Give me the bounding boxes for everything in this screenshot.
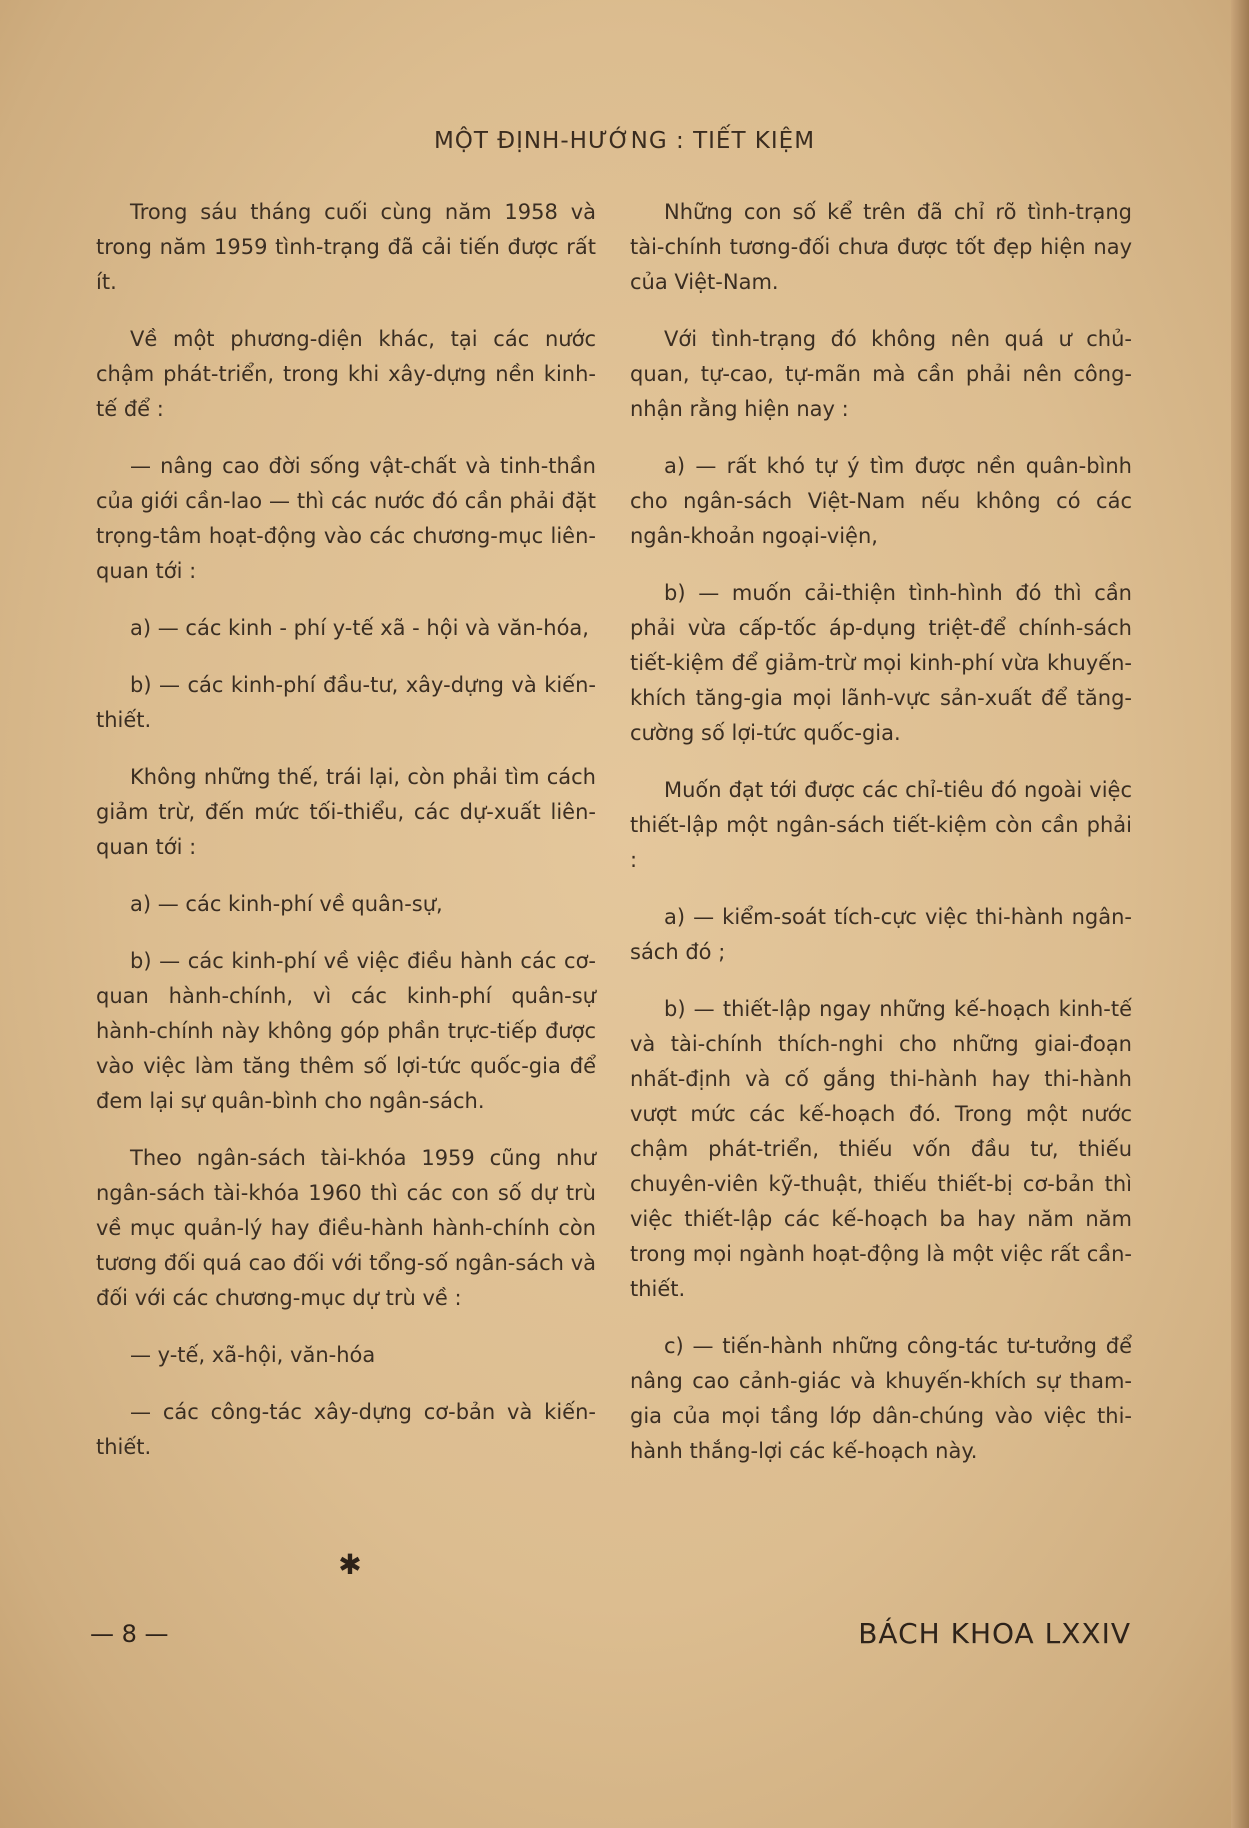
page-edge [1231, 0, 1249, 1828]
paragraph: a) — các kinh-phí về quân-sự, [130, 892, 443, 916]
paragraph: — các công-tác xây-dựng cơ-bản và kiến-thiết. [96, 1400, 596, 1459]
paragraph: b) — muốn cải-thiện tình-hình đó thì cần phải vừa cấp-tốc áp-dụng triệt-để chính-sách tiết-kiệm để giảm-trừ mọi kinh-phí vừa khuyến-khích tăng-gia mọi lãnh-vực sản-xuất để tăng-cường số lợi-tức quốc-gia. [630, 581, 1132, 745]
paragraph: b) — các kinh-phí về việc điều hành các cơ-quan hành-chính, vì các kinh-phí quân-sự hành-chính này không góp phần trực-tiếp được vào việc làm tăng thêm số lợi-tức quốc-gia để đem lại sự quân-bình cho ngân-sách. [96, 949, 596, 1113]
paragraph: Theo ngân-sách tài-khóa 1959 cũng như ngân-sách tài-khóa 1960 thì các con số dự trù về mục quản-lý hay điều-hành hành-chính còn tương đối quá cao đối với tổng-số ngân-sách và đối với các chương-mục dự trù về : [96, 1146, 596, 1310]
paragraph: Về một phương-diện khác, tại các nước chậm phát-triển, trong khi xây-dựng nền kinh-tế để : [96, 327, 596, 421]
paragraph: b) — thiết-lập ngay những kế-hoạch kinh-tế và tài-chính thích-nghi cho những giai-đoạn nhất-định và cố gắng thi-hành hay thi-hành vượt mức các kế-hoạch đó. Trong một nước chậm phát-triển, thiếu vốn đầu tư, thiếu chuyên-viên kỹ-thuật, thiếu thiết-bị cơ-bản thì việc thiết-lập các kế-hoạch ba hay năm năm trong mọi ngành hoạt-động là một việc rất cần-thiết. [630, 997, 1132, 1301]
left-column [96, 195, 596, 1487]
paragraph: Không những thế, trái lại, còn phải tìm cách giảm trừ, đến mức tối-thiểu, các dự-xuất liên-quan tới : [96, 765, 596, 859]
paragraph: — y-tế, xã-hội, văn-hóa [130, 1343, 376, 1367]
paragraph: a) — các kinh - phí y-tế xã - hội và văn-hóa, [130, 616, 589, 640]
paragraph: c) — tiến-hành những công-tác tư-tưởng để nâng cao cảnh-giác và khuyến-khích sự tham-gia của mọi tầng lớp dân-chúng vào việc thi-hành thắng-lợi các kế-hoạch này. [630, 1334, 1132, 1463]
page-number: — 8 — [90, 1620, 169, 1648]
right-column [630, 195, 1132, 1491]
paragraph: Với tình-trạng đó không nên quá ư chủ-quan, tự-cao, tự-mãn mà cần phải nên công-nhận rằng hiện nay : [630, 327, 1132, 421]
paragraph: Những con số kể trên đã chỉ rõ tình-trạng tài-chính tương-đối chưa được tốt đẹp hiện nay của Việt-Nam. [630, 200, 1132, 294]
paragraph: a) — kiểm-soát tích-cực việc thi-hành ngân-sách đó ; [630, 905, 1132, 964]
paragraph: Muốn đạt tới được các chỉ-tiêu đó ngoài việc thiết-lập một ngân-sách tiết-kiệm còn cần phải : [630, 778, 1132, 872]
star-ornament-icon: ✱ [338, 1548, 362, 1581]
paragraph: Trong sáu tháng cuối cùng năm 1958 và trong năm 1959 tình-trạng đã cải tiến được rất ít. [96, 200, 596, 294]
magazine-name: BÁCH KHOA LXXIV [858, 1617, 1131, 1650]
paragraph: a) — rất khó tự ý tìm được nền quân-bình cho ngân-sách Việt-Nam nếu không có các ngân-khoản ngoại-viện, [630, 454, 1132, 548]
page-header: MỘT ĐỊNH-HƯỚNG : TIẾT KIỆM [433, 128, 816, 154]
paragraph: — nâng cao đời sống vật-chất và tinh-thần của giới cần-lao — thì các nước đó cần phải đặt trọng-tâm hoạt-động vào các chương-mục liên-quan tới : [96, 454, 596, 583]
paragraph: b) — các kinh-phí đầu-tư, xây-dựng và kiến-thiết. [96, 673, 596, 732]
